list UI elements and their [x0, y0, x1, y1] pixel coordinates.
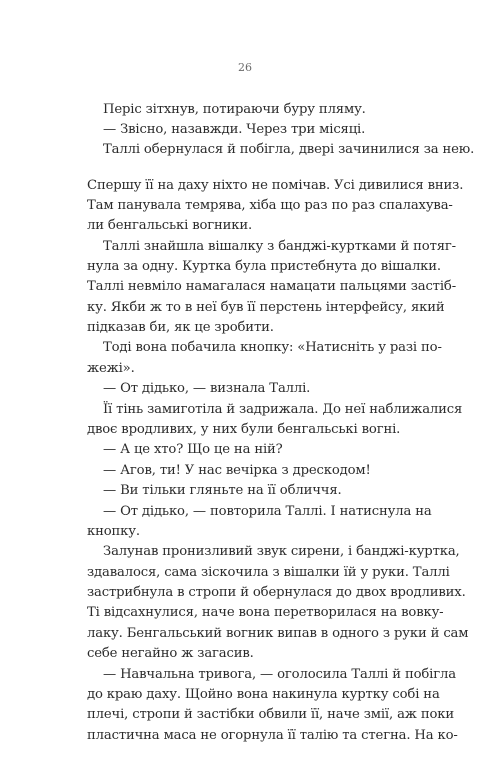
text-line: — Агов, ти! У нас вечірка з дрескодом! [103, 463, 371, 478]
text-line: нула за одну. Куртка була пристебнута до вішалки. [87, 259, 441, 274]
text-line: — От дідько, — повторила Таллі. І натиснула на [103, 504, 432, 519]
text-line: ли бенгальські вогники. [87, 218, 253, 233]
page-number: 26 [238, 61, 252, 74]
text-line: ку. Якби ж то в неї був її перстень інтерфейсу, який [87, 300, 445, 315]
text-line: Ті відсахнулися, наче вона перетворилася на вовку- [87, 605, 444, 620]
text-line: Таллі обернулася й побігла, двері зачинилися за нею. [103, 142, 475, 157]
text-line: Спершу її на даху ніхто не помічав. Усі дивилися вниз. [87, 178, 464, 193]
text-line: до краю даху. Щойно вона накинула куртку собі на [87, 687, 440, 702]
text-line: лаку. Бенгальський вогник випав в одного з руки й сам [87, 626, 469, 641]
text-line: пластична маса не огорнула її талію та стегна. На ко- [87, 728, 458, 743]
text-line: — От дідько, — визнала Таллі. [103, 381, 311, 396]
text-line: Таллі знайшла вішалку з банджі-куртками й потяг- [103, 239, 456, 254]
text-line: Таллі невміло намагалася намацати пальцями застіб- [87, 279, 456, 294]
text-line: плечі, стропи й застібки обвили її, наче змії, аж поки [87, 707, 454, 722]
text-line: здавалося, сама зіскочила з вішалки їй у руки. Таллі [87, 565, 450, 580]
text-line: двоє вродливих, у них були бенгальські вогні. [87, 422, 401, 437]
text-line: застрибнула в стропи й обернулася до двох вродливих. [87, 585, 466, 600]
text-line: підказав би, як це зробити. [87, 320, 274, 335]
text-line: жежі». [87, 361, 135, 376]
text-line: Залунав пронизливий звук сирени, і банджі-куртка, [103, 544, 460, 559]
text-line: — А це хто? Що це на ній? [103, 442, 283, 457]
text-line: — Ви тільки гляньте на її обличчя. [103, 483, 342, 498]
text-line: Її тінь замиготіла й задрижала. До неї наближалися [103, 402, 463, 417]
text-line: Тоді вона побачила кнопку: «Натисніть у разі по- [103, 340, 442, 355]
text-line: — Звісно, назавжди. Через три місяці. [103, 122, 366, 137]
text-line: Періс зітхнув, потираючи буру пляму. [103, 102, 366, 117]
text-line: себе негайно ж загасив. [87, 646, 254, 661]
text-line: — Навчальна тривога, — оголосила Таллі й побігла [103, 667, 456, 682]
text-line: Там панувала темрява, хіба що раз по раз спалахува- [87, 198, 453, 213]
text-line: кнопку. [87, 524, 140, 539]
